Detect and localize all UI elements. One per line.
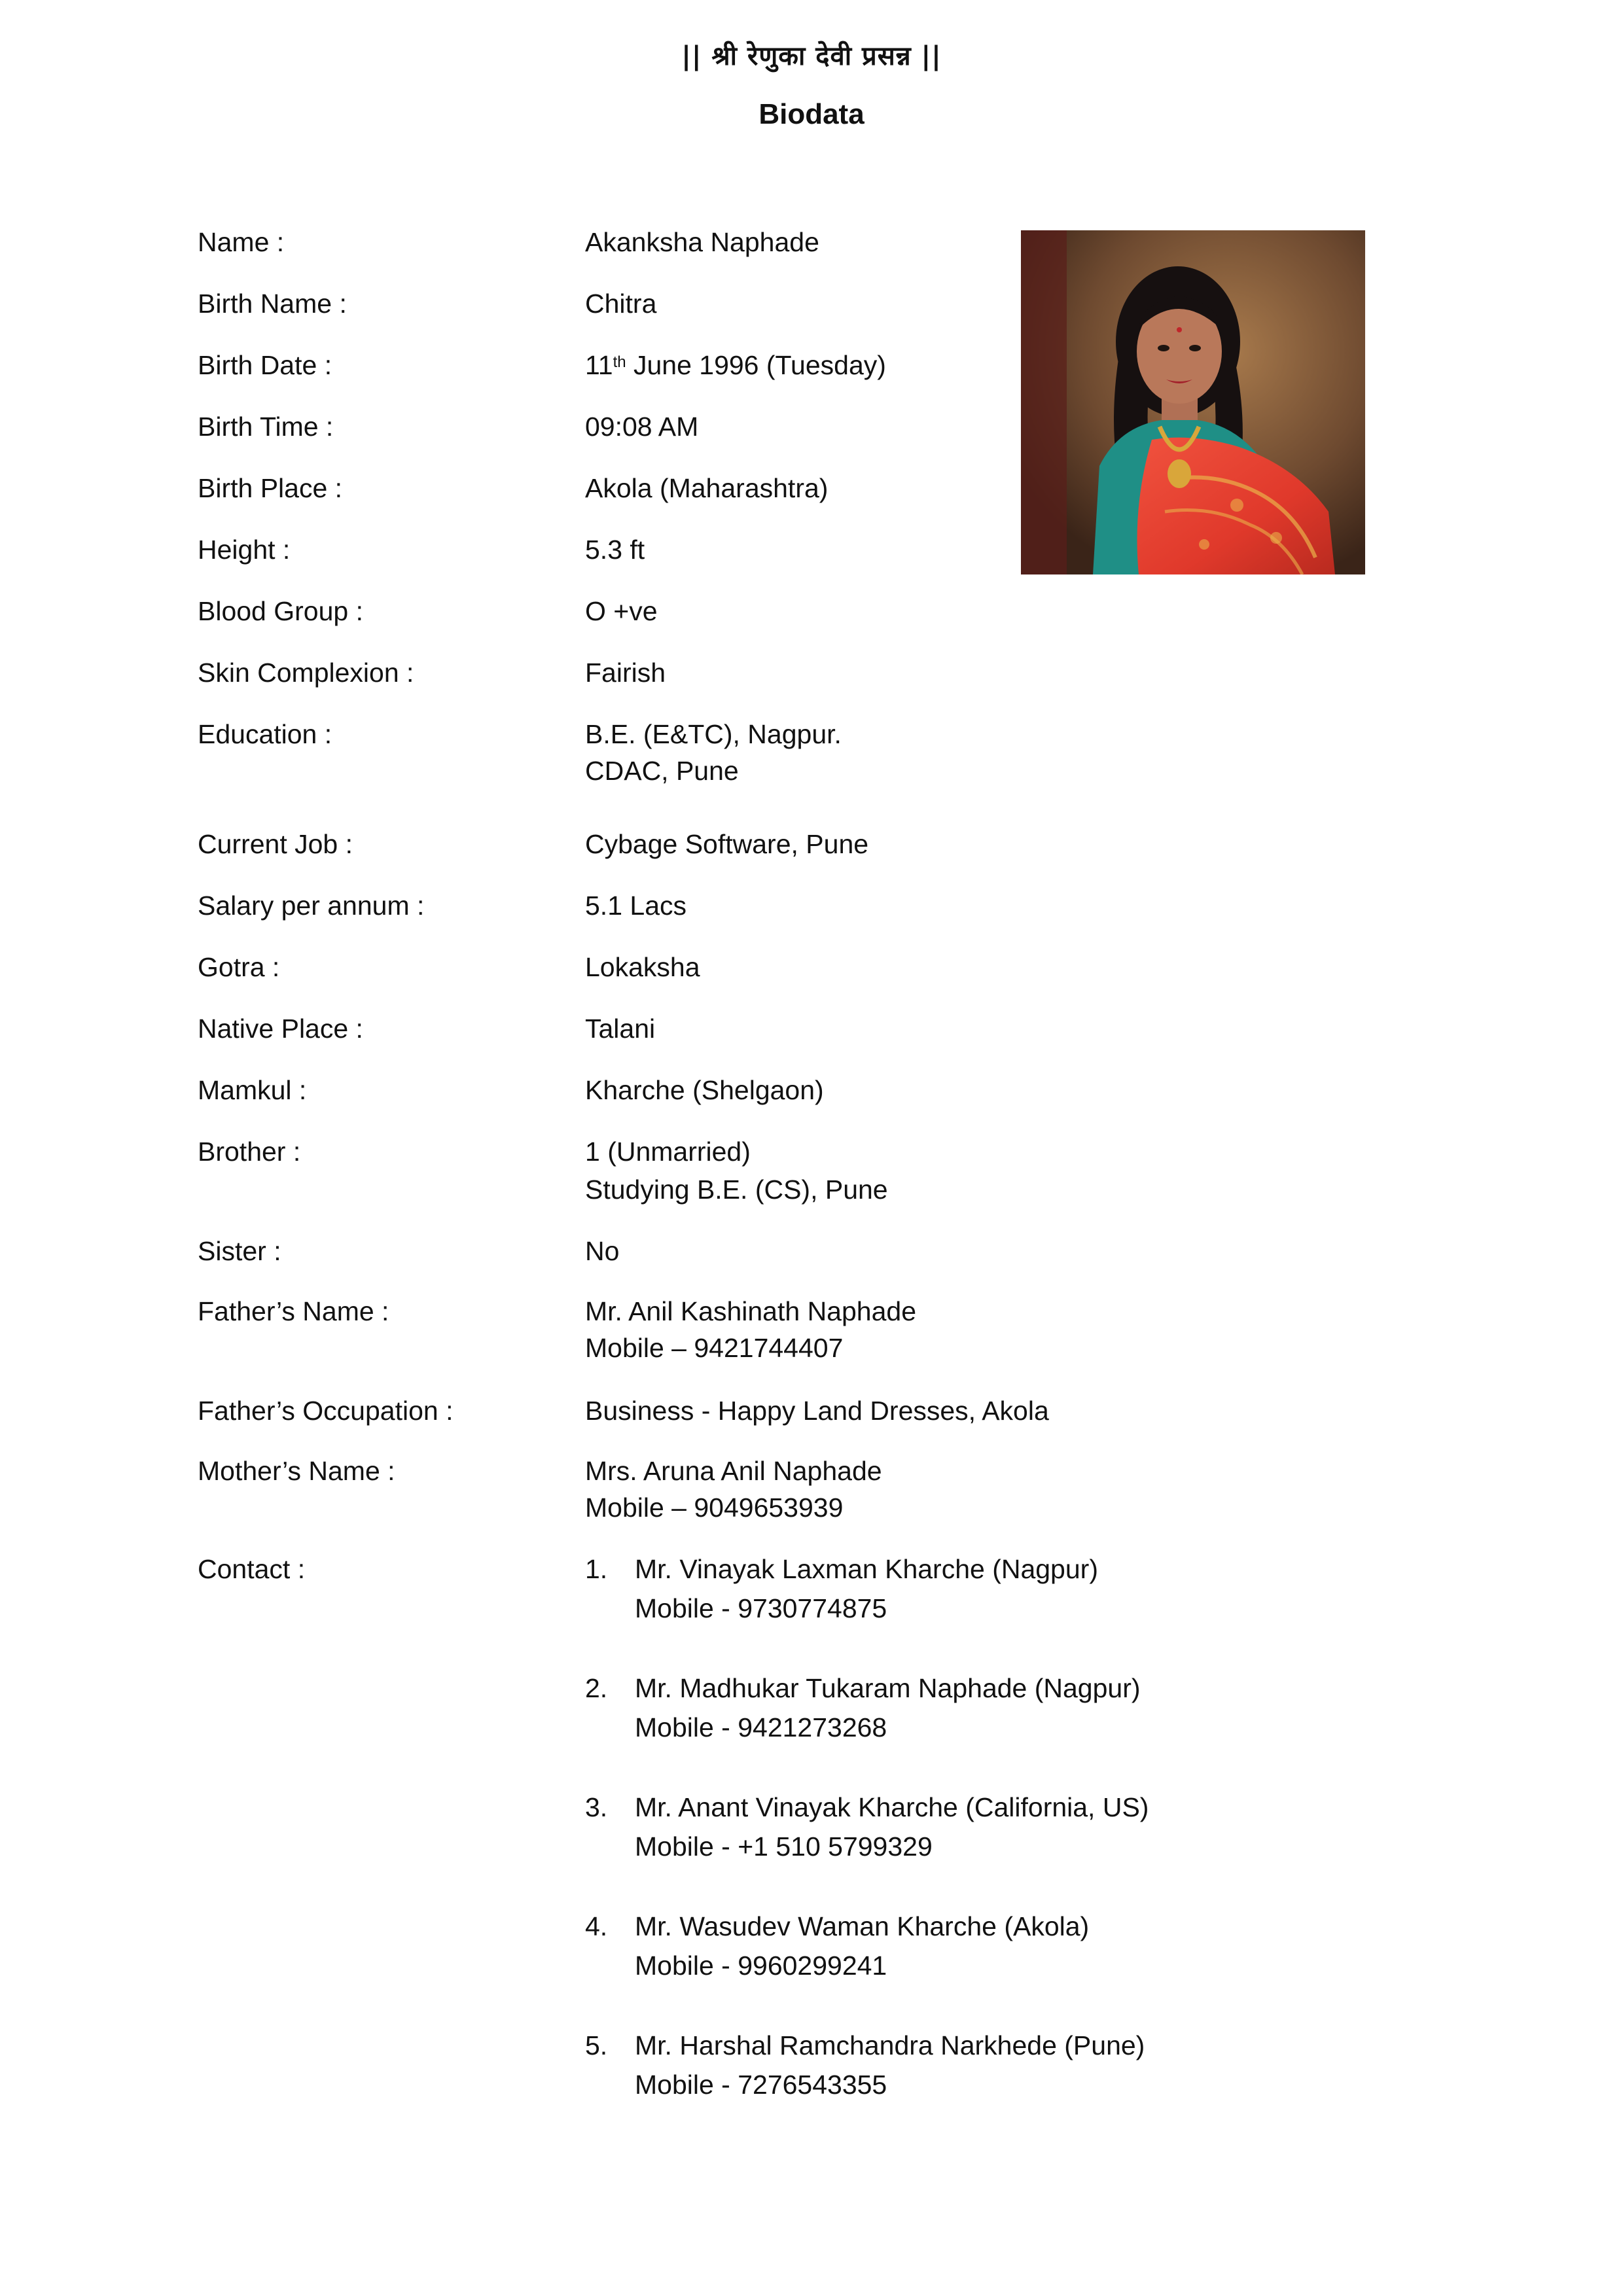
current-job-label: Current Job : (198, 829, 353, 859)
contact-2-number: 2. (585, 1673, 608, 1703)
current-job-value: Cybage Software, Pune (585, 829, 869, 859)
birth-date-value (585, 347, 886, 383)
skin-complexion-value: Fairish (585, 658, 666, 688)
contact-5-number: 5. (585, 2030, 608, 2060)
fathers-name-value-line1: Mr. Anil Kashinath Naphade (585, 1296, 916, 1326)
contact-5-name: Mr. Harshal Ramchandra Narkhede (Pune) (635, 2030, 1145, 2060)
birth-date-label: Birth Date : (198, 350, 332, 380)
contact-4-name: Mr. Wasudev Waman Kharche (Akola) (635, 1911, 1090, 1941)
contact-3-name: Mr. Anant Vinayak Kharche (California, US) (635, 1792, 1149, 1822)
sister-label: Sister : (198, 1236, 281, 1266)
contact-3-number: 3. (585, 1792, 608, 1822)
fathers-occupation-value: Business - Happy Land Dresses, Akola (585, 1396, 1049, 1426)
sister-value: No (585, 1236, 620, 1266)
brother-value-line1: 1 (Unmarried) (585, 1137, 751, 1167)
name-label: Name : (198, 227, 285, 257)
gotra-value: Lokaksha (585, 952, 700, 982)
education-value-line2: CDAC, Pune (585, 756, 739, 786)
mothers-name-value-line2: Mobile – 9049653939 (585, 1492, 844, 1523)
birth-name-value: Chitra (585, 289, 657, 319)
mamkul-label: Mamkul : (198, 1075, 307, 1105)
education-label: Education : (198, 719, 332, 749)
education-value-line1: B.E. (E&TC), Nagpur. (585, 719, 842, 749)
blood-group-value: O +ve (585, 596, 658, 626)
contact-4-number: 4. (585, 1911, 608, 1941)
contact-1-number: 1. (585, 1554, 608, 1584)
height-label: Height : (198, 535, 291, 565)
contact-label: Contact : (198, 1554, 306, 1584)
birth-date-suffix: th (613, 353, 626, 371)
gotra-label: Gotra : (198, 952, 280, 982)
portrait-photo-icon (1021, 230, 1365, 574)
name-value: Akanksha Naphade (585, 227, 819, 257)
birth-place-label: Birth Place : (198, 473, 343, 503)
mamkul-value: Kharche (Shelgaon) (585, 1075, 824, 1105)
brother-value-line2: Studying B.E. (CS), Pune (585, 1174, 888, 1205)
fathers-occupation-label: Father’s Occupation : (198, 1396, 454, 1426)
contact-1-mobile: Mobile - 9730774875 (635, 1593, 887, 1623)
birth-name-label: Birth Name : (198, 289, 347, 319)
contact-2-mobile: Mobile - 9421273268 (635, 1712, 887, 1742)
brother-label: Brother : (198, 1137, 301, 1167)
birth-date-day: 11 (585, 350, 613, 380)
mothers-name-label: Mother’s Name : (198, 1456, 395, 1486)
contact-5-mobile: Mobile - 7276543355 (635, 2070, 887, 2100)
salary-value: 5.1 Lacs (585, 891, 687, 921)
skin-complexion-label: Skin Complexion : (198, 658, 414, 688)
contact-2-name: Mr. Madhukar Tukaram Naphade (Nagpur) (635, 1673, 1141, 1703)
blood-group-label: Blood Group : (198, 596, 363, 626)
native-place-label: Native Place : (198, 1014, 363, 1044)
portrait-photo (1021, 230, 1365, 574)
contact-3-mobile: Mobile - +1 510 5799329 (635, 1831, 933, 1862)
page-title: Biodata (758, 98, 865, 130)
mothers-name-value-line1: Mrs. Aruna Anil Naphade (585, 1456, 882, 1486)
contact-1-name: Mr. Vinayak Laxman Kharche (Nagpur) (635, 1554, 1098, 1584)
height-value: 5.3 ft (585, 535, 645, 565)
fathers-name-value-line2: Mobile – 9421744407 (585, 1333, 844, 1363)
birth-time-value: 09:08 AM (585, 412, 699, 442)
native-place-value: Talani (585, 1014, 656, 1044)
fathers-name-label: Father’s Name : (198, 1296, 389, 1326)
salary-label: Salary per annum : (198, 891, 425, 921)
contact-4-mobile: Mobile - 9960299241 (635, 1951, 887, 1981)
birth-time-label: Birth Time : (198, 412, 334, 442)
invocation-line: || श्री रेणुका देवी प्रसन्न || (681, 41, 942, 71)
birth-place-value: Akola (Maharashtra) (585, 473, 829, 503)
birth-date-rest: June 1996 (Tuesday) (626, 350, 886, 380)
